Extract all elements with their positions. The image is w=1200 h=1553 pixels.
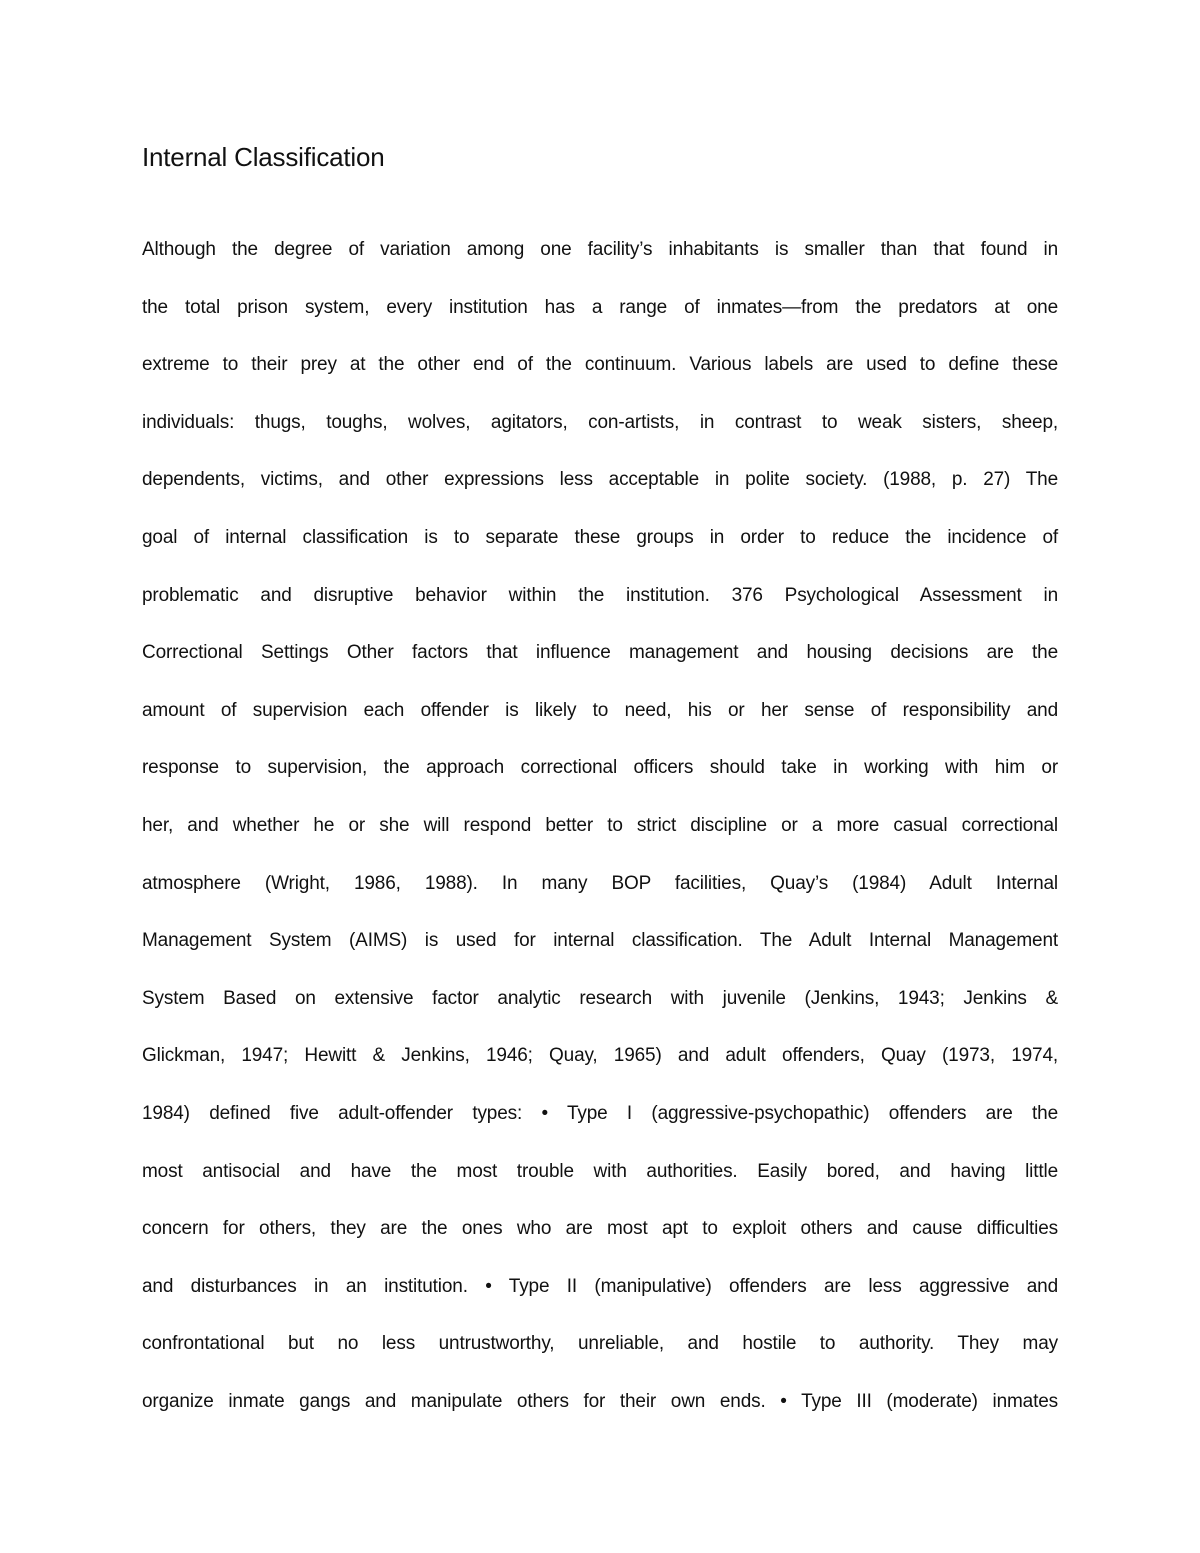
- text-line: dependents, victims, and other expressions less acceptable in polite society. (1988, p. 27) The: [142, 469, 1058, 491]
- text-line: extreme to their prey at the other end of the continuum. Various labels are used to define these: [142, 354, 1058, 376]
- text-line: confrontational but no less untrustworthy, unreliable, and hostile to authority. They may: [142, 1333, 1058, 1355]
- text-line: Glickman, 1947; Hewitt & Jenkins, 1946; Quay, 1965) and adult offenders, Quay (1973, 1974,: [142, 1045, 1058, 1067]
- text-line: most antisocial and have the most trouble with authorities. Easily bored, and having little: [142, 1160, 1058, 1182]
- text-line: amount of supervision each offender is likely to need, his or her sense of responsibility and: [142, 699, 1058, 721]
- text-line: response to supervision, the approach correctional officers should take in working with him or: [142, 757, 1058, 779]
- text-line: and disturbances in an institution. • Type II (manipulative) offenders are less aggressive and: [142, 1275, 1058, 1297]
- text-line: 1984) defined five adult-offender types: • Type I (aggressive-psychopathic) offenders are the: [142, 1102, 1058, 1124]
- text-line: atmosphere (Wright, 1986, 1988). In many BOP facilities, Quay’s (1984) Adult Internal: [142, 872, 1058, 894]
- text-line: her, and whether he or she will respond better to strict discipline or a more casual correctional: [142, 814, 1058, 836]
- text-line: Management System (AIMS) is used for internal classification. The Adult Internal Management: [142, 930, 1058, 952]
- text-line: goal of internal classification is to separate these groups in order to reduce the incidence of: [142, 526, 1058, 548]
- text-line: Correctional Settings Other factors that influence management and housing decisions are the: [142, 642, 1058, 664]
- text-line: System Based on extensive factor analytic research with juvenile (Jenkins, 1943; Jenkins &: [142, 987, 1058, 1009]
- text-line: organize inmate gangs and manipulate others for their own ends. • Type III (moderate) inmates: [142, 1390, 1058, 1412]
- text-line: individuals: thugs, toughs, wolves, agitators, con-artists, in contrast to weak sisters, sheep,: [142, 411, 1058, 433]
- body-paragraph: [142, 230, 1058, 1439]
- document-title: Internal Classification: [142, 142, 385, 172]
- text-line: Although the degree of variation among one facility’s inhabitants is smaller than that found in: [142, 239, 1058, 260]
- text-line: problematic and disruptive behavior within the institution. 376 Psychological Assessment in: [142, 584, 1058, 606]
- text-line: the total prison system, every institution has a range of inmates—from the predators at one: [142, 296, 1058, 318]
- text-line: concern for others, they are the ones who are most apt to exploit others and cause difficulties: [142, 1218, 1058, 1240]
